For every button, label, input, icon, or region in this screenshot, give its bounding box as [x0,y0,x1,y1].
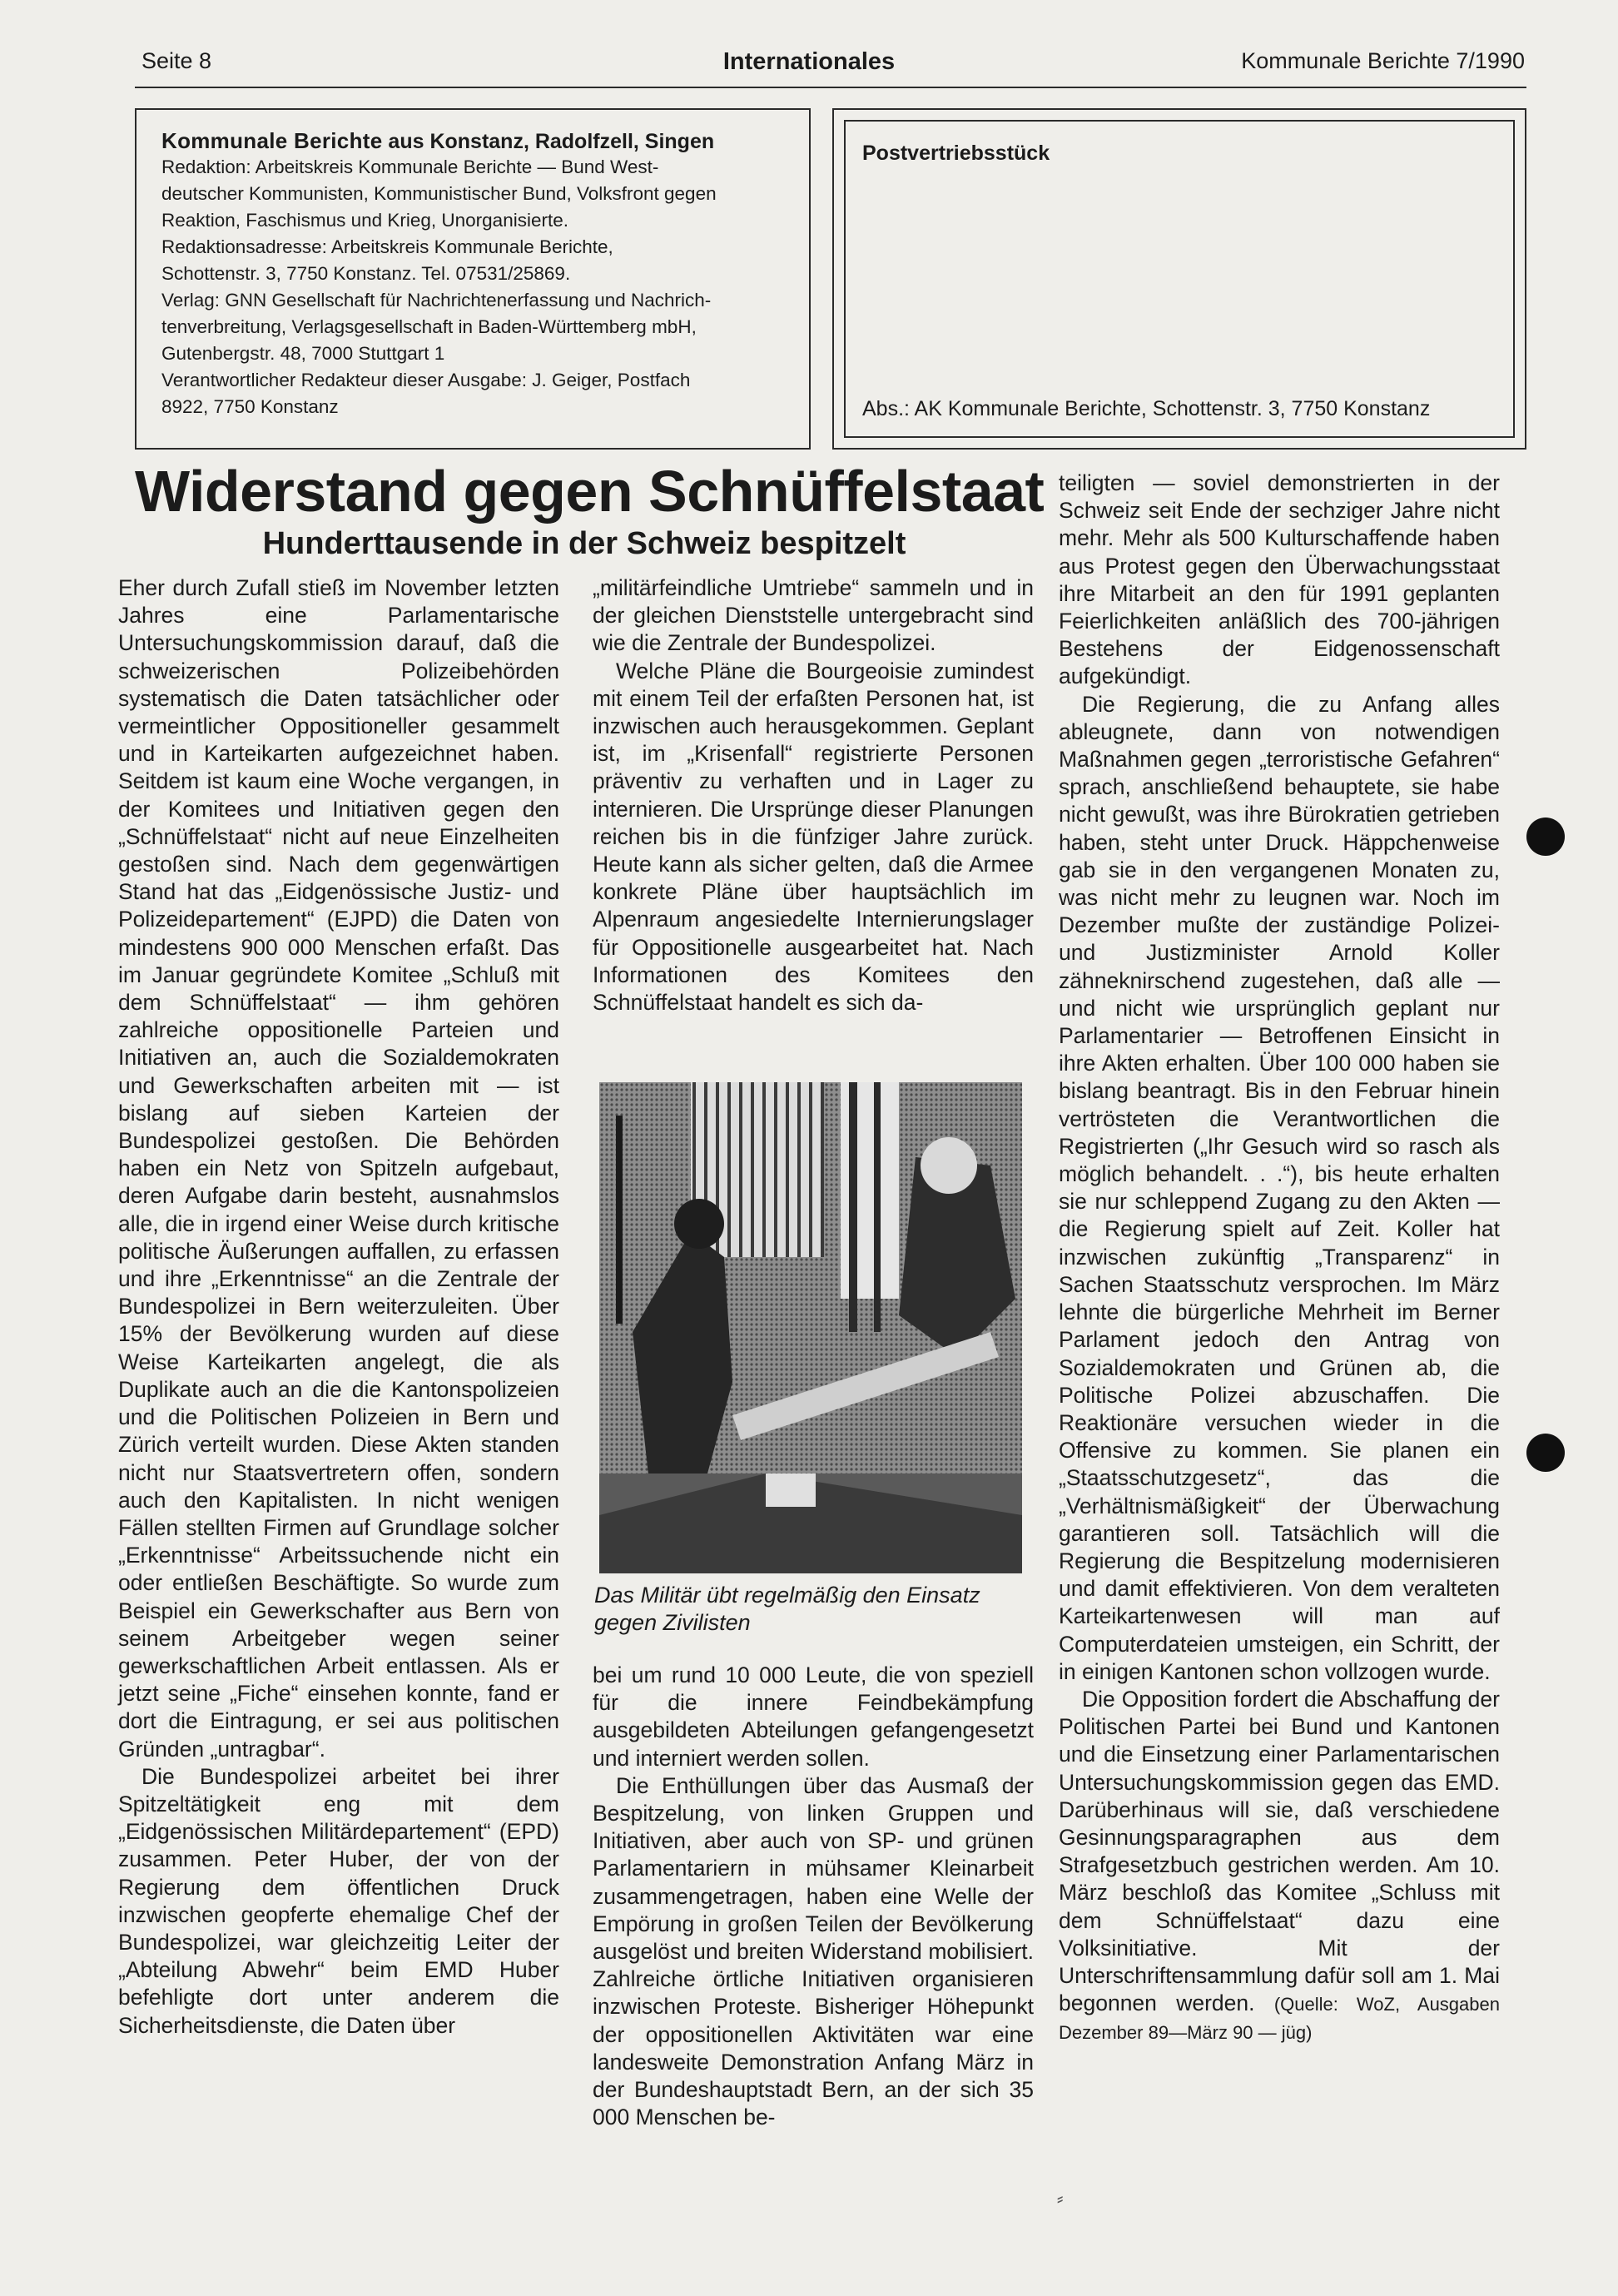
paragraph: Die Enthüllungen über das Ausmaß der Bespitzelung, von linken Gruppen und Initiativen, aber auch von SP- und grünen Parlamentariern in mühsamer Kleinarbeit zusammengetragen, haben eine Welle der Empörung in großen Teilen der Bevölkerung ausgelöst und breiten Widerstand mobilisiert. Zahlreiche örtliche Initiativen organisieren inzwischen Proteste. Bisheriger Höhepunkt der oppositionellen Aktivitäten war eine landesweite Demonstration Anfang März in der Bundeshauptstadt Bern, an der sich 35 000 Menschen be- [593,1772,1034,2130]
imprint-line: Reaktion, Faschismus und Krieg, Unorganisierte. [161,210,568,231]
imprint-line: tenverbreitung, Verlagsgesellschaft in Baden-Württemberg mbH, [161,316,697,337]
footer-mark: ⸗ [1057,2188,1064,2209]
paragraph: Eher durch Zufall stieß im November letzten Jahres eine Parlamentarische Untersuchungskommission darauf, daß die schweizerischen Polizeibehörden systematisch die Daten tatsächlicher oder vermeintlicher Oppositioneller gesammelt und in Karteikarten aufgezeichnet haben. Seitdem ist kaum eine Woche vergangen, in der Komitees und Initiativen gegen den „Schnüffelstaat“ nicht auf neue Einzelheiten gestoßen sind. Nach dem gegenwärtigen Stand hat das „Eidgenössische Justiz- und Polizeidepartement“ (EJPD) die Daten von mindestens 900 000 Menschen erfaßt. Das im Januar gegründete Komitee „Schluß mit dem Schnüffelstaat“ — ihm gehören zahlreiche oppositionelle Parteien und Initiativen an, auch die Sozialdemokraten und Gewerkschaften arbeiten mit — ist bislang auf sieben Karteien der Bundespolizei gestoßen. Die Behörden haben ein Netz von Spitzeln aufgebaut, deren Aufgabe darin besteht, ausnahmslos alle, die in irgend einer Weise durch kritische politische Äußerungen auffallen, zu erfassen und ihre „Erkenntnisse“ an die Zentrale der Bundespolizei in Bern weiterzuleiten. Über 15% der Bevölkerung wurden auf diese Weise Karteikarten angelegt, die als Duplikate auch an die die Kantonspolizeien und die Politischen Polizeien in Bern und Zürich verteilt wurden. Diese Akten standen nicht nur Staatsvertretern offen, sondern auch den Kapitalisten. In nicht wenigen Fällen stellten Firmen auf Grundlage solcher „Erkenntnisse“ Arbeitssuchende nicht ein oder entließen Beschäftigte. So wurde zum Beispiel ein Gewerkschafter aus Bern von seinem Arbeitgeber wegen seiner gewerkschaftlichen Arbeit entlassen. Als er jetzt seine „Fiche“ einsehen konnte, fand er dort die Eintragung, er sei aus politischen Gründen „untragbar“. [118,575,559,1762]
imprint-line: Redaktionsadresse: Arbeitskreis Kommunale Berichte, [161,236,613,257]
article-subheadline: Hunderttausende in der Schweiz bespitzelt [262,526,906,561]
paragraph: teiligten — soviel demonstrierten in der Schweiz seit Ende der sechziger Jahre nicht mehr. Mehr als 500 Kulturschaffende haben aus Protest gegen den Überwachungsstaat ihre Mitarbeit an den für 1991 geplanten Feierlichkeiten anläßlich des 700-jährigen Bestehens der Eidgenossenschaft aufgekündigt. [1059,470,1500,689]
article-column-2-bottom [593,1662,1034,2131]
article-headline: Widerstand gegen Schnüffelstaat [135,459,1045,524]
paragraph: Die Bundespolizei arbeitet bei ihrer Spitzeltätigkeit eng mit dem „Eidgenössischen Militärdepartement“ (EPD) zusammen. Peter Huber, der von der Regierung dem öffentlichen Druck inzwischen geopferte ehemalige Chef der Bundespolizei, war gleichzeitig Leiter der „Abteilung Abwehr“ beim EMD Huber befehligte dort unter anderem die Sicherheitsdienste, die Daten über [118,1763,559,2038]
article-column-1 [118,574,559,2040]
postal-sender: Abs.: AK Kommunale Berichte, Schottenstr. 3, 7750 Konstanz [862,397,1431,420]
section-title: Internationales [722,48,896,75]
page-number: Seite 8 [141,48,212,73]
imprint-line: deutscher Kommunisten, Kommunistischer Bund, Volksfront gegen [161,183,717,204]
paragraph: Die Regierung, die zu Anfang alles ableugnete, dann von notwendigen Maßnahmen gegen „terroristische Gefahren“ sprach, anschließend behauptete, sie habe nicht gewußt, was ihre Bürokratien getrieben haben, steht unter Druck. Häppchenweise gab sie in den vergangenen Monaten zu, was nicht mehr zu leugnen war. Noch im Dezember mußte der zuständige Polizei- und Justizminister Arnold Koller zähneknirschend zugestehen, daß alle — und nicht wie ursprünglich geplant nur Parlamentarier — Betroffenen Einsicht in ihre Akten erhalten. Über 100 000 haben sie bislang beantragt. Bis in den Februar hinein vertrösteten die Verantwortlichen die Registrierten („Ihr Gesuch wird so rasch als möglich behandelt. . .“), bis heute erhalten sie nur schleppend Zugang zu den Akten — die Regierung spielt auf Zeit. Koller hat inzwischen zukünftig „Transparenz“ in Sachen Staatsschutz versprochen. Im März lehnte die bürgerliche Mehrheit im Berner Parlament jedoch den Antrag von Sozialdemokraten und Grünen ab, die Politische Polizei abzuschaffen. Die Reaktionäre versuchen wieder in die Offensive zu kommen. Sie planen ein „Staatsschutzgesetz“, das die „Verhältnismäßigkeit“ der Überwachung garantieren soll. Tatsächlich will die Regierung die Bespitzelung modernisieren und damit effektivieren. Von dem veralteten Karteikartenwesen will man auf Computerdateien umsteigen, ein Schritt, der in einigen Kantonen schon vollzogen wurde. [1059,691,1500,1684]
issue-label: Kommunale Berichte 7/1990 [1241,48,1525,73]
imprint-line: Gutenbergstr. 48, 7000 Stuttgart 1 [161,343,445,364]
imprint-line: Verantwortlicher Redakteur dieser Ausgabe: J. Geiger, Postfach [161,370,691,390]
imprint-box [135,108,811,450]
article-column-3 [1059,470,1500,2047]
imprint-line: 8922, 7750 Konstanz [161,396,339,417]
paragraph [1059,1686,1500,2047]
paragraph: bei um rund 10 000 Leute, die von speziell für die innere Feindbekämpfung ausgebildeten Abteilungen gefangengesetzt und interniert werden sollen. [593,1662,1034,1771]
paragraph-text: Die Opposition fordert die Abschaffung der Politischen Partei bei Bund und Kantonen und die Einsetzung einer Parlamentarischen Untersuchungskommission gegen das EMD. Darüberhinaus will sie, daß verschiedene Gesinnungsparagraphen aus dem Strafgesetzbuch gestrichen werden. Am 10. März beschloß das Komitee „Schluss mit dem Schnüffelstaat“ dazu eine Volksinitiative. Mit der Unterschriftensammlung dafür soll am 1. Mai begonnen werden. [1059,1686,1500,2016]
header-rule [135,87,1526,88]
imprint-brand: Kommunale Berichte [161,128,383,153]
postal-inner-frame [844,120,1515,438]
punch-hole [1526,818,1565,856]
article-photo [599,1082,1022,1573]
article-column-2-top [593,574,1034,1016]
paragraph: „militärfeindliche Umtriebe“ sammeln und in der gleichen Dienststelle untergebracht sind wie die Zentrale der Bundespolizei. [593,575,1034,656]
imprint-line: Redaktion: Arbeitskreis Kommunale Berichte — Bund West- [161,157,659,177]
source-note: (Quelle: WoZ, Ausgaben Dezember 89—März 90 — jüg) [1059,1994,1500,2044]
imprint-line: Schottenstr. 3, 7750 Konstanz. Tel. 07531/25869. [161,263,571,284]
paragraph: Welche Pläne die Bourgeoisie zumindest mit einem Teil der erfaßten Personen hat, ist inzwischen auch herausgekommen. Geplant ist, im „Krisenfall“ registrierte Personen präventiv zu verhaften und in Lager zu internieren. Die Ursprünge dieser Planungen reichen bis in die fünfziger Jahre zurück. Heute kann als sicher gelten, daß die Armee konkrete Pläne über hauptsächlich im Alpenraum angesiedelte Internierungslager für Oppositionelle ausgearbeitet hat. Nach Informationen des Komitees den Schnüffelstaat handelt es sich da- [593,658,1034,1016]
photo-caption: Das Militär übt regelmäßig den Einsatz gegen Zivilisten [594,1583,980,1635]
postal-box [832,108,1526,450]
imprint-line: Verlag: GNN Gesellschaft für Nachrichtenerfassung und Nachrich- [161,290,712,311]
imprint-heading-rest: aus Konstanz, Radolfzell, Singen [382,130,715,153]
punch-hole [1526,1434,1565,1472]
photo-illustration [599,1082,1022,1573]
postal-title: Postvertriebsstück [862,142,1050,165]
imprint-heading [161,128,794,154]
